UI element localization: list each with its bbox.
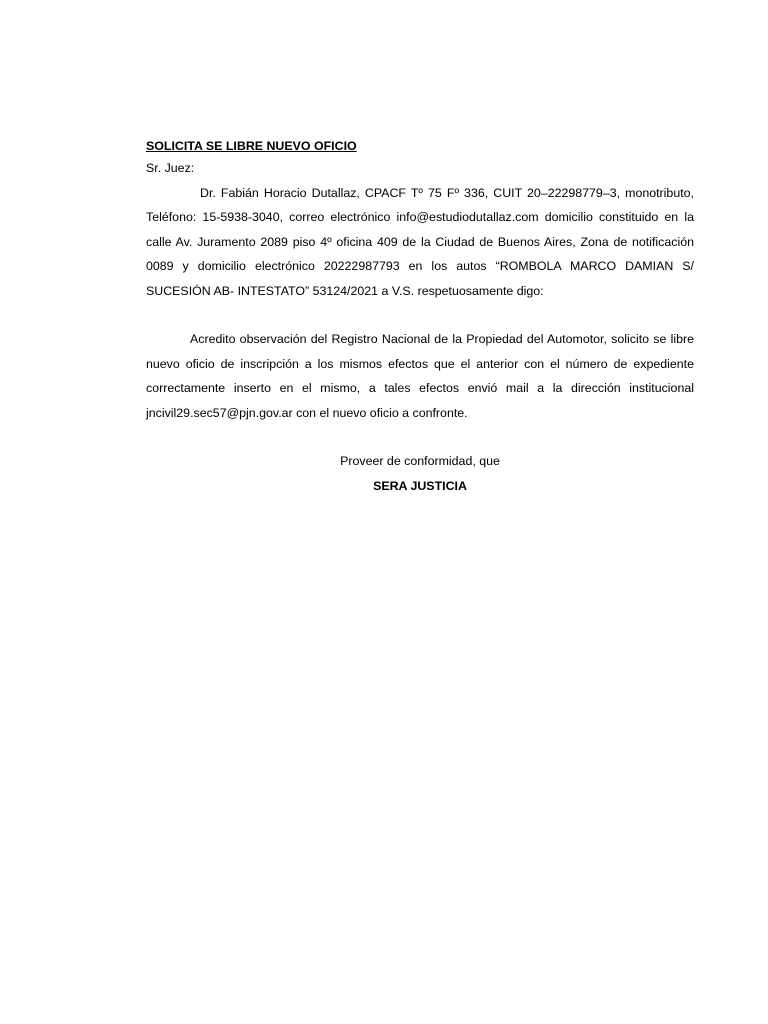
salutation: Sr. Juez: [146, 161, 195, 175]
paragraph-identification: Dr. Fabián Horacio Dutallaz, CPACF Tº 75 Fº 336, CUIT 20–22298779–3, monotributo, Teléfono: 15-5938-3040, correo electrónico info@estudiodutallaz.com domicilio constituido en la calle Av. Juramento 2089 piso 4º oficina 409 de la Ciudad de Buenos Aires, Zona de notificación 0089 y domicilio electrónico 20222987793 en los autos “ROMBOLA MARCO DAMIAN S/ SUCESIÓN AB- INTESTATO” 53124/2021 a V.S. respetuosamente digo: [146, 185, 694, 298]
closing-block [146, 449, 694, 498]
document-title: SOLICITA SE LIBRE NUEVO OFICIO [146, 139, 357, 153]
paragraph-request: Acredito observación del Registro Nacional de la Propiedad del Automotor, solicito se libre nuevo oficio de inscripción a los mismos efectos que el anterior con el número de expediente correctamente inserto en el mismo, a tales efectos envió mail a la dirección institucional jncivil29.sec57@pjn.gov.ar con el nuevo oficio a confronte. [146, 332, 694, 420]
closing-line: Proveer de conformidad, que [340, 454, 500, 468]
document-page [146, 136, 694, 498]
closing-justicia: SERA JUSTICIA [373, 478, 467, 493]
